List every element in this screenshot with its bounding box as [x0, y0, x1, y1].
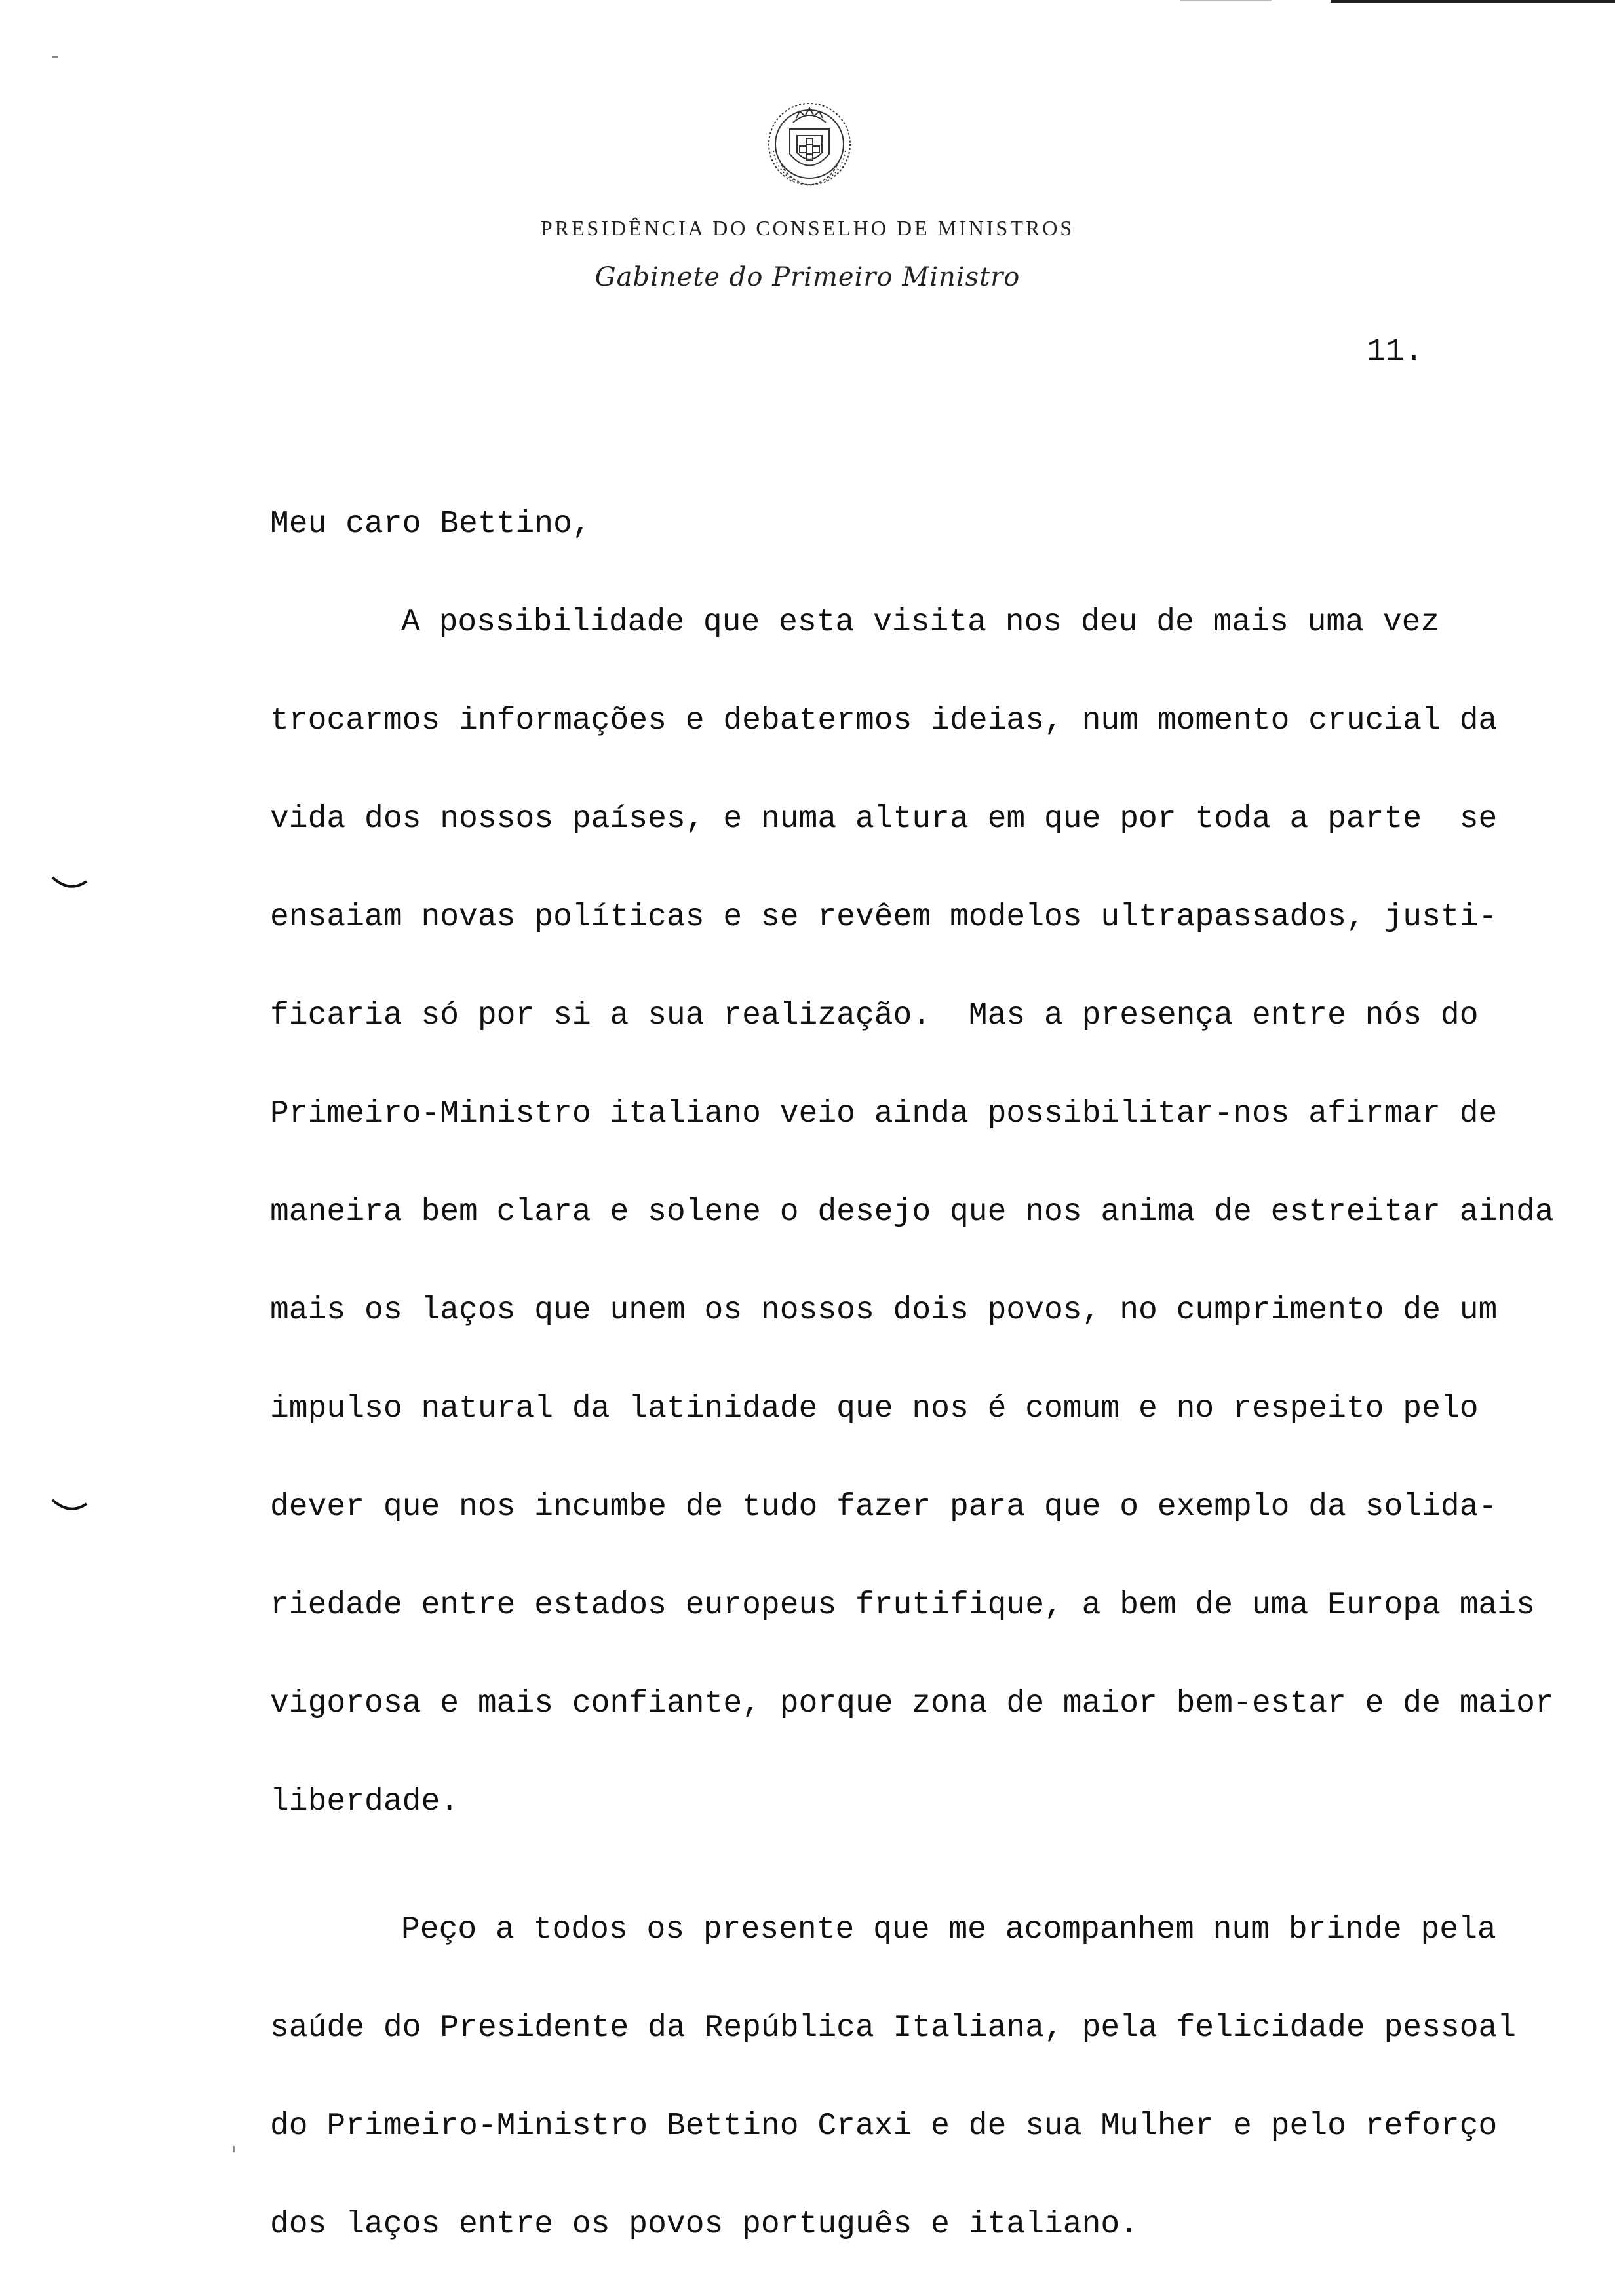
paragraph-line: ficaria só por si a sua realização. Mas a presença entre nós do	[270, 998, 1479, 1033]
paragraph-1	[270, 573, 1607, 1851]
paragraph-line: impulso natural da latinidade que nos é comum e no respeito pelo	[270, 1391, 1479, 1426]
paragraph-line: ensaiam novas políticas e se revêem modelos ultrapassados, justi-	[270, 900, 1498, 935]
paragraph-line: dos laços entre os povos português e italiano.	[270, 2207, 1139, 2242]
paragraph-line: maneira bem clara e solene o desejo que nos anima de estreitar ainda	[270, 1195, 1554, 1230]
paragraph-line: A possibilidade que esta visita nos deu de mais uma vez	[401, 605, 1440, 640]
paragraph-line: riedade entre estados europeus frutifique, a bem de uma Europa mais	[270, 1588, 1535, 1623]
scan-speck	[52, 56, 58, 58]
paragraph-line: trocarmos informações e debatermos ideias, num momento crucial da	[270, 703, 1498, 738]
paragraph-line: dever que nos incumbe de tudo fazer para que o exemplo da solida-	[270, 1489, 1498, 1525]
scan-edge-line	[1331, 0, 1615, 3]
letter-body	[270, 475, 1607, 2274]
paragraph-line: liberdade.	[270, 1784, 459, 1820]
salutation-line: Meu caro Bettino,	[270, 507, 591, 542]
paragraph-gap	[270, 1851, 1607, 1881]
paragraph-2	[270, 1881, 1607, 2274]
portuguese-coat-of-arms-icon	[754, 88, 865, 200]
paragraph-line: Primeiro-Ministro italiano veio ainda possibilitar-nos afirmar de	[270, 1096, 1498, 1132]
paragraph-line: do Primeiro-Ministro Bettino Craxi e de sua Mulher e pelo reforço	[270, 2109, 1498, 2144]
scan-edge-line-faint	[1180, 0, 1272, 1]
letterhead-subtitle: Gabinete do Primeiro Ministro	[594, 262, 1021, 292]
paragraph-line: vigorosa e mais confiante, porque zona de maior bem-estar e de maior	[270, 1686, 1554, 1721]
paragraph-line: vida dos nossos países, e numa altura em que por toda a parte se	[270, 801, 1498, 837]
page-number: 11.	[1367, 334, 1424, 370]
paragraph-line: saúde do Presidente da República Italiana, pela felicidade pessoal	[270, 2010, 1517, 2046]
margin-mark	[51, 1497, 88, 1516]
scan-speck	[233, 2146, 235, 2152]
letterhead-title: PRESIDÊNCIA DO CONSELHO DE MINISTROS	[540, 216, 1075, 240]
margin-mark	[51, 875, 88, 893]
paragraph-line: Peço a todos os presente que me acompanhem num brinde pela	[401, 1912, 1496, 1947]
paragraph-line: mais os laços que unem os nossos dois povos, no cumprimento de um	[270, 1293, 1498, 1328]
salutation	[270, 475, 1607, 573]
